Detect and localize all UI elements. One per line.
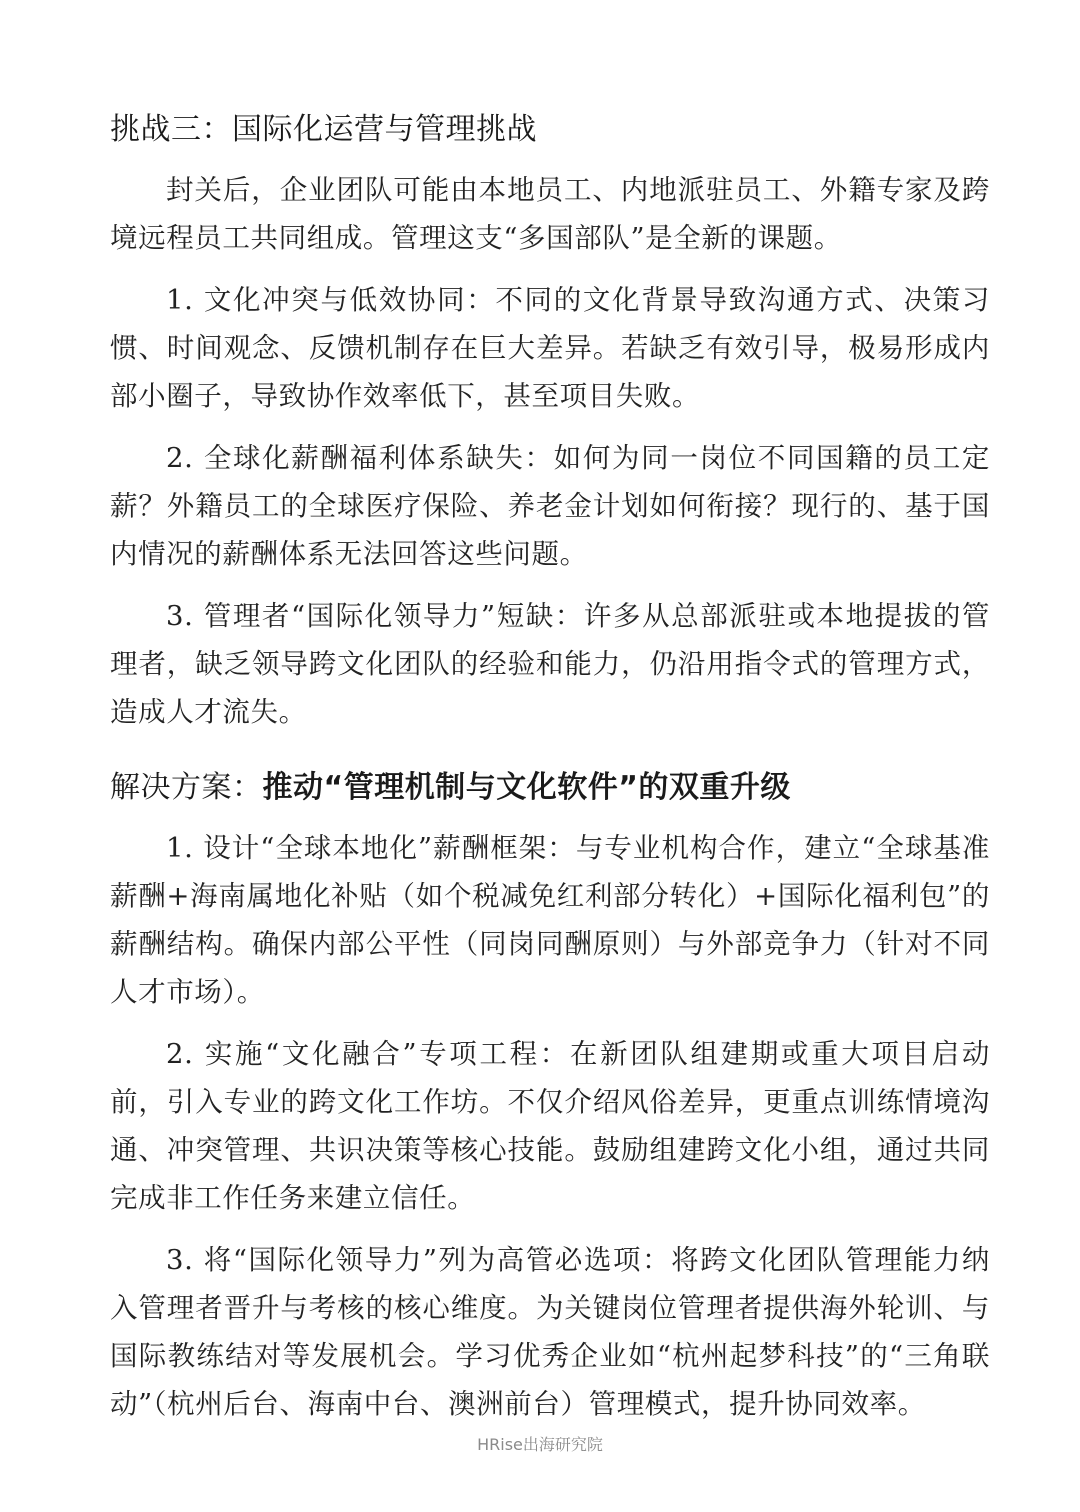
- challenge-item-1: 1. 文化冲突与低效协同：不同的文化背景导致沟通方式、决策习惯、时间观念、反馈机制存在巨大差异。若缺乏有效引导，极易形成内部小圈子，导致协作效率低下，甚至项目失败。: [110, 284, 990, 412]
- solution-item-1: 1. 设计“全球本地化”薪酬框架：与专业机构合作，建立“全球基准薪酬+海南属地化补贴（如个税减免红利部分转化）+国际化福利包”的薪酬结构。确保内部公平性（同岗同酬原则）与外部竞争力（针对不同人才市场）。: [110, 832, 990, 1008]
- solution-title-prefix: 解决方案：: [110, 770, 263, 805]
- solution-item-3: 3. 将“国际化领导力”列为高管必选项：将跨文化团队管理能力纳入管理者晋升与考核的核心维度。为关键岗位管理者提供海外轮训、与国际教练结对等发展机会。学习优秀企业如“杭州起梦科技”的“三角联动”（杭州后台、海南中台、澳洲前台）管理模式，提升协同效率。: [110, 1244, 990, 1420]
- section-title-solution: [110, 762, 990, 814]
- section-intro-paragraph: 封关后，企业团队可能由本地员工、内地派驻员工、外籍专家及跨境远程员工共同组成。管理这支“多国部队”是全新的课题。: [110, 174, 990, 254]
- section-title-challenge: 挑战三：国际化运营与管理挑战: [110, 112, 537, 147]
- challenge-item-3: 3. 管理者“国际化领导力”短缺：许多从总部派驻或本地提拔的管理者，缺乏领导跨文化团队的经验和能力，仍沿用指令式的管理方式，造成人才流失。: [110, 600, 990, 728]
- footer-source-label: HRise出海研究院: [477, 1435, 603, 1454]
- challenge-item-2: 2. 全球化薪酬福利体系缺失：如何为同一岗位不同国籍的员工定薪？外籍员工的全球医疗保险、养老金计划如何衔接？现行的、基于国内情况的薪酬体系无法回答这些问题。: [110, 442, 990, 570]
- solution-item-2: 2. 实施“文化融合”专项工程：在新团队组建期或重大项目启动前，引入专业的跨文化工作坊。不仅介绍风俗差异，更重点训练情境沟通、冲突管理、共识决策等核心技能。鼓励组建跨文化小组，通过共同完成非工作任务来建立信任。: [110, 1038, 990, 1214]
- solution-title-main: 推动“管理机制与文化软件”的双重升级: [262, 770, 791, 805]
- document-page: [110, 104, 990, 1428]
